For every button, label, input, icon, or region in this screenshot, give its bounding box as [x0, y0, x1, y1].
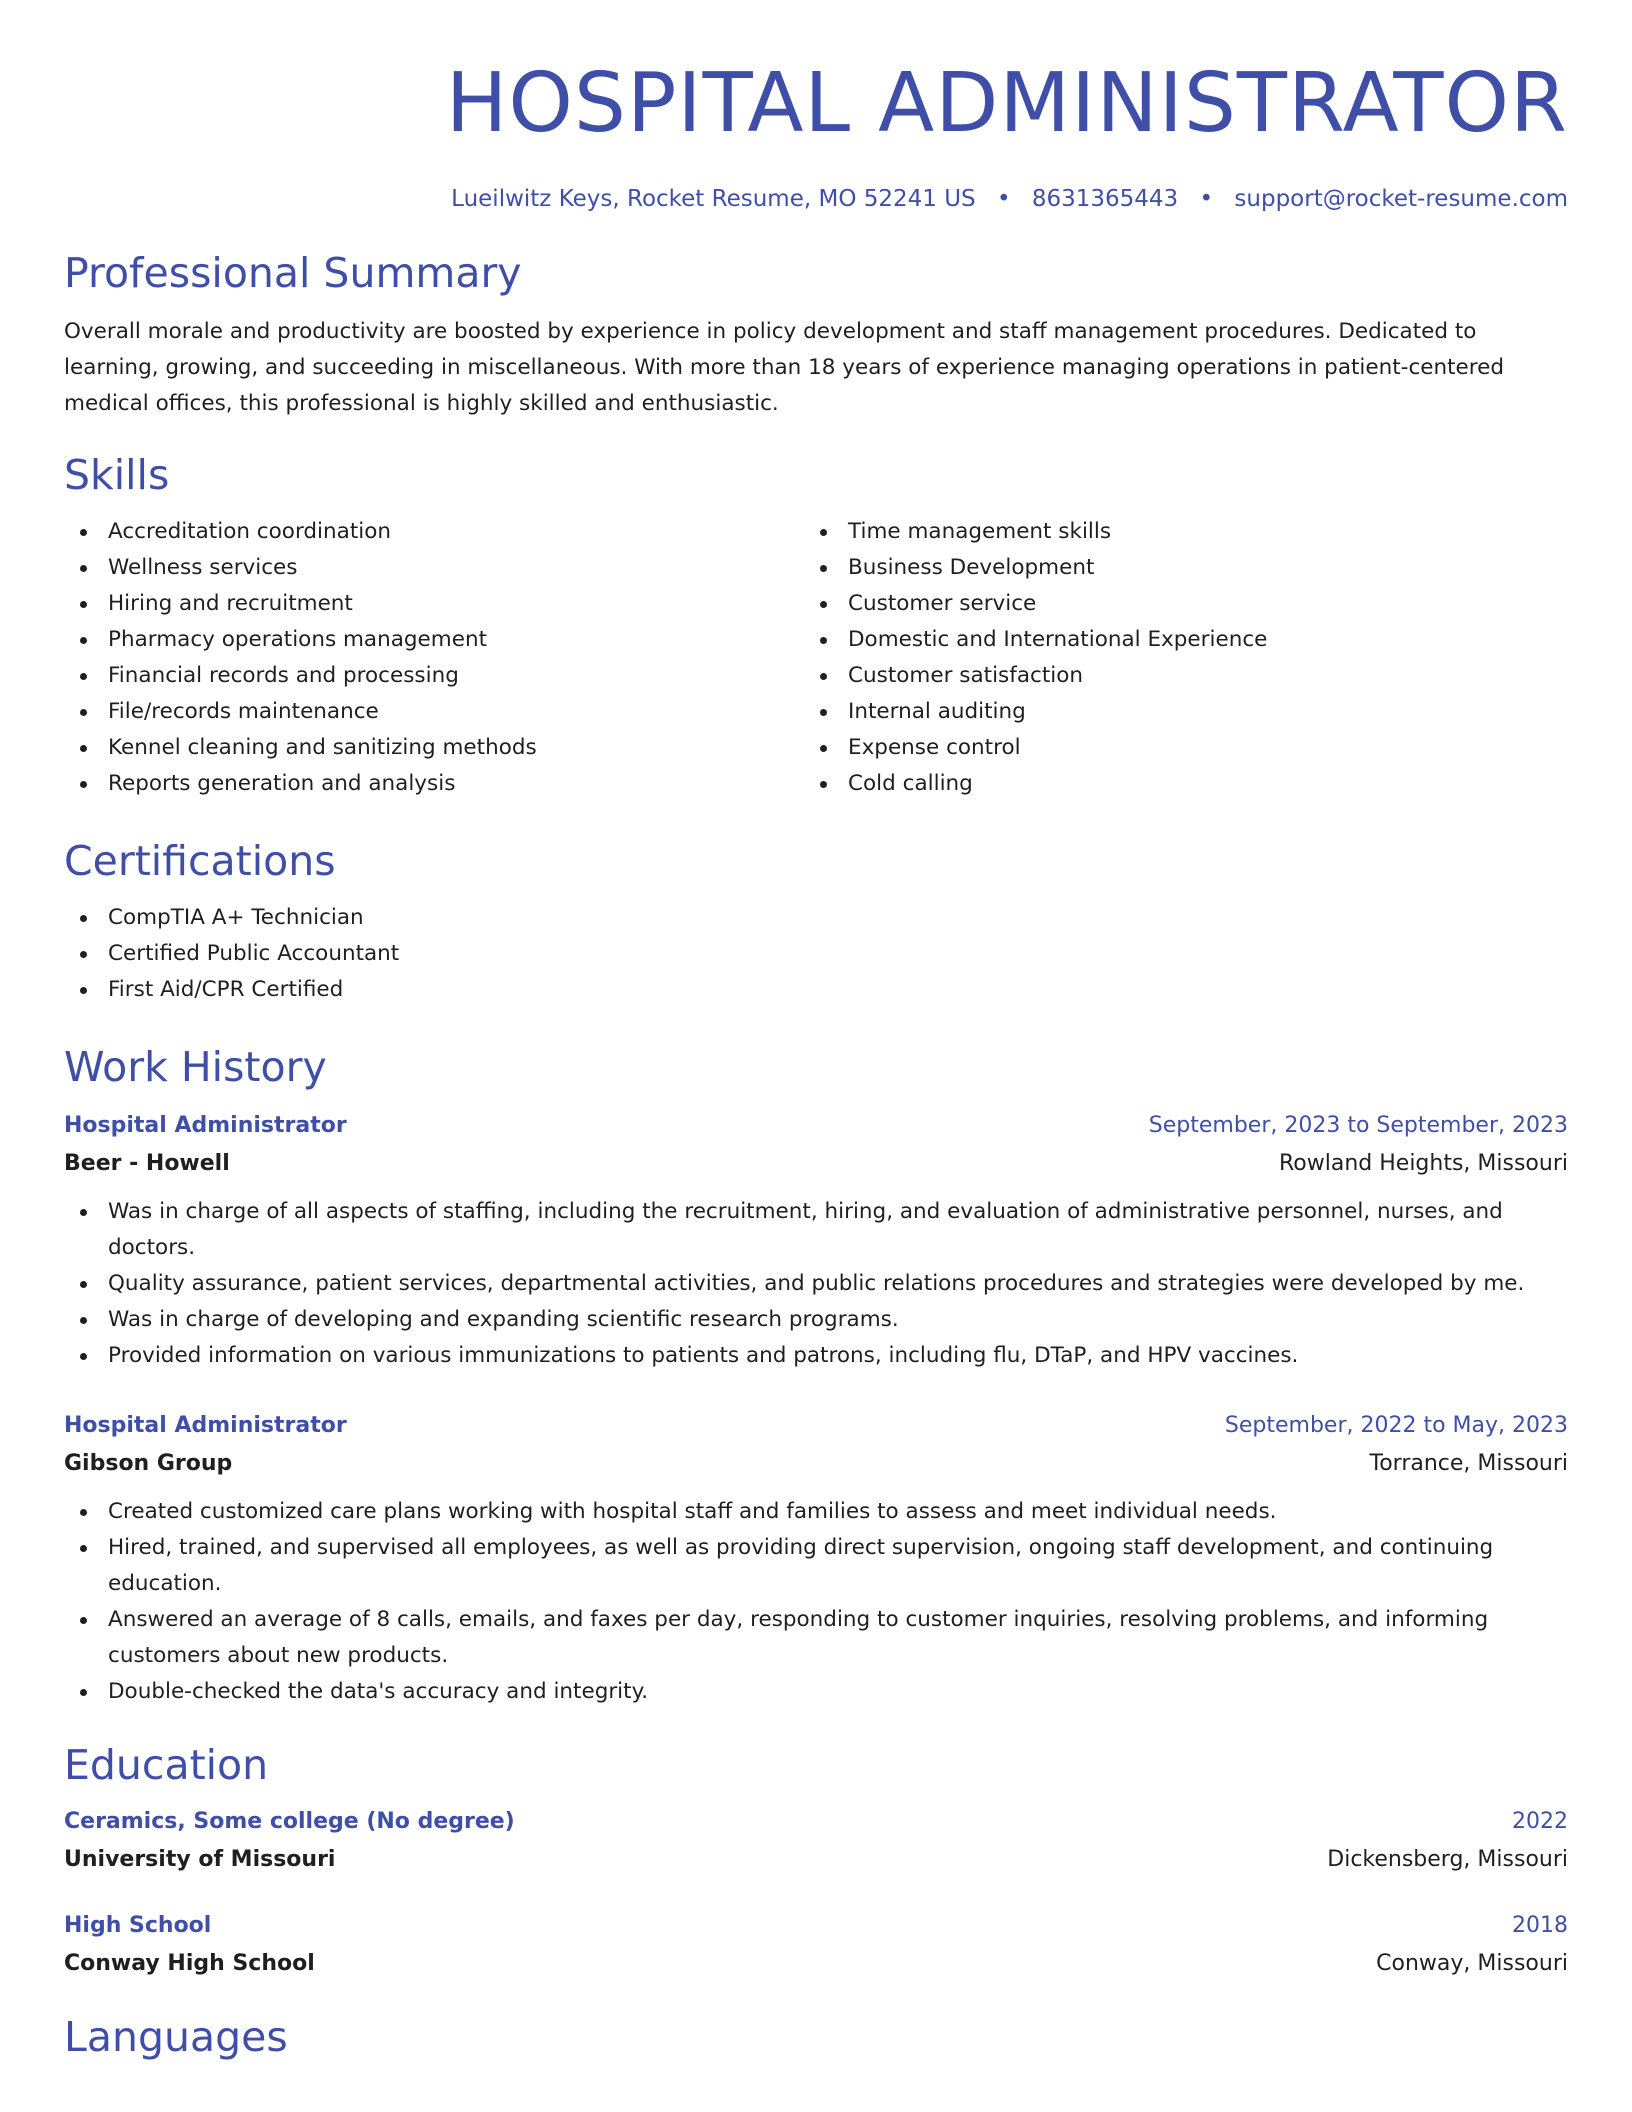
- skill-item: Hiring and recruitment: [64, 586, 804, 622]
- skills-list-right: [804, 514, 1544, 802]
- section-title-skills: Skills: [64, 451, 170, 499]
- education-school-row: [64, 1840, 1568, 1880]
- resume-header: [64, 0, 1568, 214]
- contact-phone[interactable]: 8631365443: [1031, 186, 1179, 212]
- education-year: 2022: [1512, 1809, 1568, 1834]
- skill-item: Kennel cleaning and sanitizing methods: [64, 730, 804, 766]
- certification-item: Certified Public Accountant: [64, 936, 1568, 972]
- certification-item: First Aid/CPR Certified: [64, 972, 1568, 1008]
- section-title-summary: Professional Summary: [64, 249, 522, 297]
- job-company: Beer - Howell: [64, 1151, 230, 1176]
- job-duty: Double-checked the data's accuracy and integrity.: [64, 1674, 1568, 1710]
- job-title: Hospital Administrator: [64, 1413, 347, 1438]
- education-degree: Ceramics, Some college (No degree): [64, 1809, 515, 1834]
- skill-item: Time management skills: [804, 514, 1544, 550]
- skills-list-left: [64, 514, 804, 802]
- job-header-row: [64, 1108, 1568, 1144]
- job-duty: Created customized care plans working with hospital staff and families to assess and meet individual needs.: [64, 1494, 1568, 1530]
- job-dates: September, 2022 to May, 2023: [1224, 1413, 1568, 1438]
- job-title: Hospital Administrator: [64, 1113, 347, 1138]
- work-history-section: [64, 1042, 1568, 1710]
- skill-item: File/records maintenance: [64, 694, 804, 730]
- job-company-row: [64, 1144, 1568, 1184]
- certifications-section: [64, 836, 1568, 1008]
- skill-item: Pharmacy operations management: [64, 622, 804, 658]
- contact-line: [64, 184, 1568, 214]
- job-duties-list: [64, 1494, 1568, 1710]
- job-duty: Was in charge of all aspects of staffing, including the recruitment, hiring, and evaluation of administrative personnel, nurses, and doctors.: [64, 1194, 1568, 1266]
- education-school: University of Missouri: [64, 1847, 336, 1872]
- skill-item: Customer satisfaction: [804, 658, 1544, 694]
- skill-item: Financial records and processing: [64, 658, 804, 694]
- skill-item: Business Development: [804, 550, 1544, 586]
- education-school: Conway High School: [64, 1951, 315, 1976]
- section-title-work-history: Work History: [64, 1043, 327, 1091]
- job-company: Gibson Group: [64, 1451, 233, 1476]
- job-location: Torrance, Missouri: [1369, 1451, 1568, 1476]
- skill-item: Cold calling: [804, 766, 1544, 802]
- education-entry: [64, 1908, 1568, 1984]
- job-duty: Hired, trained, and supervised all employees, as well as providing direct supervision, ongoing staff development, and continuing education.: [64, 1530, 1568, 1602]
- section-title-education: Education: [64, 1741, 269, 1789]
- job-duty: Provided information on various immunizations to patients and patrons, including flu, DTaP, and HPV vaccines.: [64, 1338, 1568, 1374]
- languages-section: [64, 2012, 1568, 2062]
- education-location: Dickensberg, Missouri: [1327, 1847, 1568, 1872]
- skill-item: Wellness services: [64, 550, 804, 586]
- job-entry: [64, 1108, 1568, 1374]
- job-dates: September, 2023 to September, 2023: [1148, 1113, 1568, 1138]
- section-title-languages: Languages: [64, 2013, 288, 2061]
- skill-item: Customer service: [804, 586, 1544, 622]
- education-section: [64, 1740, 1568, 1984]
- education-header-row: [64, 1804, 1568, 1840]
- certification-item: CompTIA A+ Technician: [64, 900, 1568, 936]
- job-duties-list: [64, 1194, 1568, 1374]
- education-location: Conway, Missouri: [1376, 1951, 1568, 1976]
- contact-address: Lueilwitz Keys, Rocket Resume, MO 52241 US: [451, 186, 976, 212]
- education-school-row: [64, 1944, 1568, 1984]
- contact-separator: •: [996, 186, 1011, 212]
- education-degree: High School: [64, 1913, 212, 1938]
- candidate-name: HOSPITAL ADMINISTRATOR: [445, 56, 1568, 151]
- job-duty: Quality assurance, patient services, departmental activities, and public relations procedures and strategies were developed by me.: [64, 1266, 1568, 1302]
- job-duty: Answered an average of 8 calls, emails, and faxes per day, responding to customer inquiries, resolving problems, and informing customers about new products.: [64, 1602, 1568, 1674]
- education-year: 2018: [1512, 1913, 1568, 1938]
- summary-text: Overall morale and productivity are boosted by experience in policy development and staff management procedures. Dedicated to learning, growing, and succeeding in miscellaneous. With more than 18 years of experience managing operations in patient-centered medical offices, this professional is highly skilled and enthusiastic.: [64, 319, 1505, 416]
- summary-section: [64, 248, 1568, 422]
- skill-item: Internal auditing: [804, 694, 1544, 730]
- job-entry: [64, 1408, 1568, 1710]
- skill-item: Domestic and International Experience: [804, 622, 1544, 658]
- skills-section: [64, 450, 1568, 802]
- education-entry: [64, 1804, 1568, 1880]
- skill-item: Reports generation and analysis: [64, 766, 804, 802]
- certifications-list: [64, 900, 1568, 1008]
- education-header-row: [64, 1908, 1568, 1944]
- section-title-certifications: Certifications: [64, 837, 336, 885]
- job-company-row: [64, 1444, 1568, 1484]
- skill-item: Expense control: [804, 730, 1544, 766]
- job-location: Rowland Heights, Missouri: [1279, 1151, 1568, 1176]
- contact-email[interactable]: support@rocket-resume.com: [1234, 186, 1568, 212]
- job-duty: Was in charge of developing and expanding scientific research programs.: [64, 1302, 1568, 1338]
- contact-separator: •: [1199, 186, 1214, 212]
- skill-item: Accreditation coordination: [64, 514, 804, 550]
- job-header-row: [64, 1408, 1568, 1444]
- skills-columns: [64, 514, 1568, 802]
